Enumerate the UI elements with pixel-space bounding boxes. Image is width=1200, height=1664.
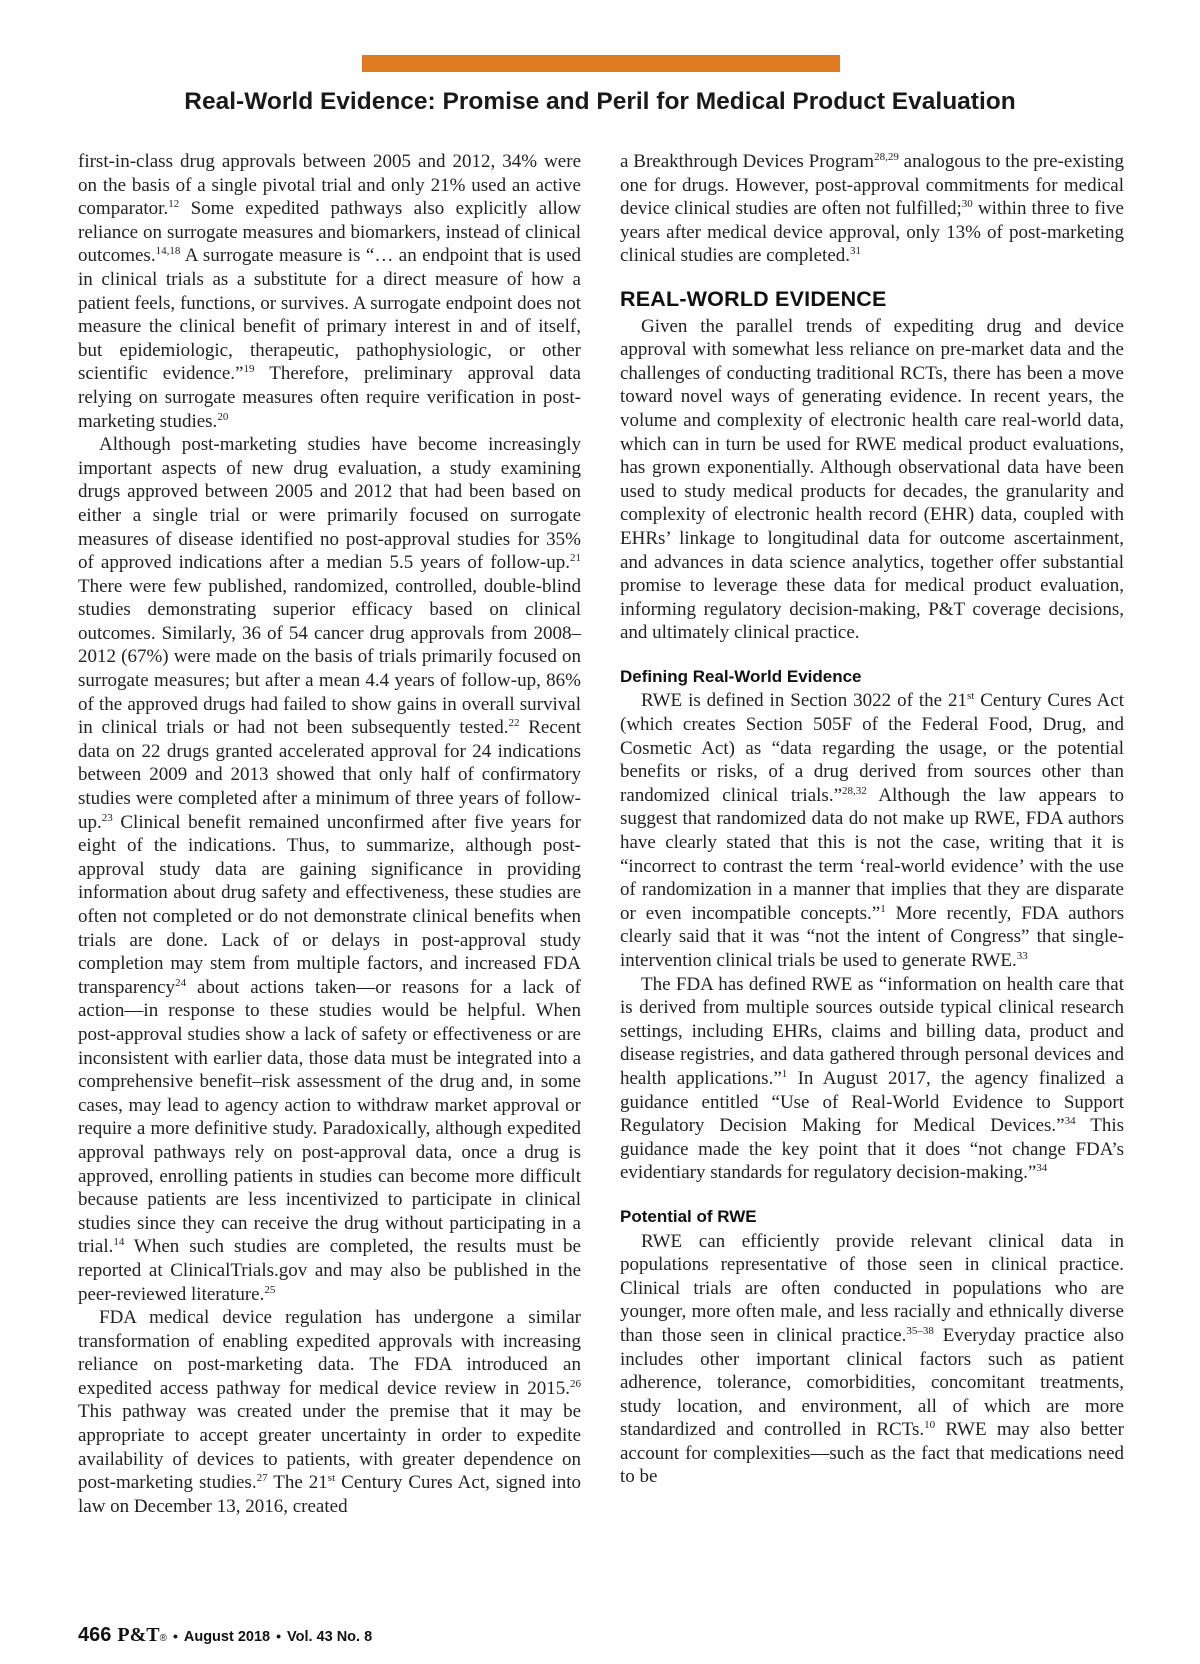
section-paragraph: Given the parallel trends of expediting drug and device approval with somewhat less reliance on pre-market data and the challenges of conducting traditional RCTs, there has been a move toward novel ways of generating evidence. In recent years, the volume and complexity of electronic health care real-world data, which can in turn be used for RWE medical product evaluations, has grown exponentially. Although observational data have been used to study medical products for decades, the granularity and complexity of electronic health record (EHR) data, coupled with EHRs’ linkage to longitudinal data for outcome ascertainment, and advances in data science analytics, together offer substantial promise to leverage these data for medical product evaluation, informing regulatory decision-making, P&T coverage decisions, and ultimately clinical practice. — [620, 315, 1124, 644]
accent-bar — [362, 55, 840, 72]
citation-marker: 28,29 — [874, 151, 899, 163]
subsection-heading: Potential of RWE — [620, 1206, 757, 1226]
citation-marker: 22 — [508, 717, 520, 730]
page-title: Real-World Evidence: Promise and Peril for Medical Product Evaluation — [184, 88, 1016, 115]
citation-marker: 21 — [570, 552, 581, 565]
citation-marker: 1 — [781, 1067, 788, 1080]
citation-marker: 12 — [168, 198, 180, 211]
citation-marker: 34 — [1064, 1115, 1076, 1128]
citation-marker: 35–38 — [906, 1324, 934, 1337]
subsection-paragraph: RWE can efficiently provide relevant clinical data in populations representative of those seen in clinical practice. Clinical trials are often conducted in populations who are younger, more often male, and less racially and ethnically diverse than those seen in clinical practice.$^{35-38}$ Everyday practice also includes other important clinical factors such as patient adherence, tolerance, comorbidities, concomitant treatments, study location, and environment, all of which are more standardized and controlled in RCTs.$^{10}$ RWE may also better account for complexities—such as the fact that medications need to be — [620, 1230, 1124, 1488]
citation-marker: 23 — [101, 811, 113, 824]
issue-volume: Vol. 43 No. 8 — [287, 1629, 373, 1645]
continuation-paragraph: a Breakthrough Devices Program$^{28,29}$ analogous to the pre-existing one for drugs. However, post-approval commitments for medical device clinical studies are often not fulfilled;$^{30}$ within three to five years after medical device approval, only 13% of post-marketing clinical studies are completed.$^{31}$ — [620, 151, 1124, 267]
subsection-heading: Defining Real-World Evidence — [620, 666, 862, 686]
citation-marker: 24 — [175, 976, 187, 989]
citation-marker: 34 — [1036, 1162, 1048, 1175]
issue-date: August 2018 — [183, 1629, 271, 1645]
left-paragraph: FDA medical device regulation has undergone a similar transformation of enabling expedited approvals with increasing reliance on post-marketing data. The FDA introduced an expedited access pathway for medical device review in 2015.26 This pathway was created under the premise that it may be appropriate to accept greater uncertainty in order to expedite availability of devices to patients, with greater dependence on post-marketing studies.$^{27}$ The 21st Century Cures Act, signed into law on December 13, 2016, created — [78, 1307, 582, 1517]
subsection-paragraph: RWE is defined in Section 3022 of the 21st Century Cures Act (which creates Section 505F of the Federal Food, Drug, and Cosmetic Act) as “data regarding the usage, or the potential benefits or risks, of a drug derived from sources other than randomized clinical trials.”$^{28,32}$ Although the law appears to suggest that randomized data do not make up RWE, FDA authors have clearly stated that this is not the case, writing that it is “incorrect to contrast the term ‘real-world evidence’ with the use of randomization in a manner that implies that they are disparate or even incompatible concepts.”$^1$ More recently, FDA authors clearly said that it was “not the intent of Congress” that single-intervention clinical trials be used to generate RWE.$^{33}$ — [620, 690, 1124, 971]
citation-marker: 19 — [243, 363, 255, 376]
footer-separator: • — [276, 1628, 282, 1644]
citation-marker: 10 — [924, 1419, 936, 1432]
citation-marker: 28,32 — [842, 784, 867, 797]
citation-marker: 14 — [113, 1236, 125, 1249]
left-paragraph: first-in-class drug approvals between 2005 and 2012, 34% were on the basis of a single pivotal trial and only 21% used an active comparator.$^{12}$ Some expedited pathways also explicitly allow reliance on surrogate measures and biomarkers, instead of clinical outcomes.$^{14,18}$ A surrogate measure is “… an endpoint that is used in clinical trials as a substitute for a direct measure of how a patient feels, functions, or survives. A surrogate endpoint does not measure the clinical benefit of primary interest in and of itself, but epidemiologic, therapeutic, pathophysiologic, or other scientific evidence.”$^{19}$ Therefore, preliminary approval data relying on surrogate measures often require verification in post-marketing studies.$^{20}$ — [78, 151, 581, 432]
citation-marker: 14,18 — [155, 245, 181, 258]
citation-marker: 26 — [570, 1377, 581, 1390]
citation-marker: 20 — [217, 410, 229, 423]
registered-mark: ® — [159, 1633, 167, 1644]
footer-separator: • — [172, 1628, 178, 1644]
citation-marker: st — [327, 1472, 336, 1485]
section-heading: REAL-WORLD EVIDENCE — [620, 286, 887, 311]
citation-marker: 25 — [264, 1283, 276, 1296]
left-column — [78, 150, 581, 1518]
journal-name: P&T — [117, 1624, 160, 1646]
citation-marker: 31 — [850, 245, 862, 258]
citation-marker: 33 — [1016, 950, 1028, 962]
left-paragraph: Although post-marketing studies have become increasingly important aspects of new drug evaluation, a study examining drugs approved between 2005 and 2012 that had been based on either a single trial or were primarily focused on surrogate measures of disease identified no post-approval studies for 35% of approved indications after a median 5.5 years of follow-up.$^{21}$ There were few published, randomized, controlled, double-blind studies demonstrating superior efficacy based on clinical outcomes. Similarly, 36 of 54 cancer drug approvals from 2008–2012 (67%) were made on the basis of trials primarily focused on surrogate measures; but after a mean 4.4 years of follow-up, 86% of the approved drugs had failed to show gains in overall survival in clinical trials or had not been subsequently tested.$^{22}$ Recent data on 22 drugs granted accelerated approval for 24 indications between 2009 and 2013 showed that only half of confirmatory studies were completed after a minimum of three years of follow-up.$^{23}$ Clinical benefit remained unconfirmed after five years for eight of the indications. Thus, to summarize, although post-approval study data are gaining significance in providing information about drug safety and effectiveness, these studies are often not completed or do not demonstrate clinical benefits when trials are done. Lack of or delays in post-approval study completion may stem from multiple factors, and increased FDA transparency$^{24}$ about actions taken—or reasons for a lack of action—in response to these studies would be helpful. When post-approval studies show a lack of safety or effectiveness or are inconsistent with earlier data, those data must be integrated into a comprehensive benefit–risk assessment of the drug and, in some cases, may lead to agency action to withdraw market approval or require a more definitive study. Paradoxically, although expedited approval pathways rely on post-approval data, once a drug is approved, enrolling patients in studies can become more difficult because patients are less incentivized to participate in clinical studies since they can receive the drug without participating in a trial.$^{14}$ When such studies are completed, the results must be reported at ClinicalTrials.gov and may also be published in the peer-reviewed literature.$^{25}$ — [78, 434, 581, 1305]
citation-marker: 1 — [880, 902, 886, 915]
citation-marker: st — [966, 690, 975, 703]
citation-marker: 27 — [256, 1472, 268, 1485]
page-number: 466 — [78, 1624, 112, 1646]
citation-marker: 30 — [961, 198, 973, 211]
right-column — [620, 150, 1124, 1489]
page-footer — [78, 1624, 372, 1647]
subsection-paragraph: The FDA has defined RWE as “information on health care that is derived from multiple sources outside typical clinical research settings, including EHRs, claims and billing data, product and disease registries, and data gathered through personal devices and health applications.”$^1$ In August 2017, the agency finalized a guidance entitled “Use of Real-World Evidence to Support Regulatory Decision Making for Medical Devices.”$^{34}$ This guidance made the key point that it does “not change FDA’s evidentiary standards for regulatory decision-making.”$^{34}$ — [620, 973, 1124, 1184]
